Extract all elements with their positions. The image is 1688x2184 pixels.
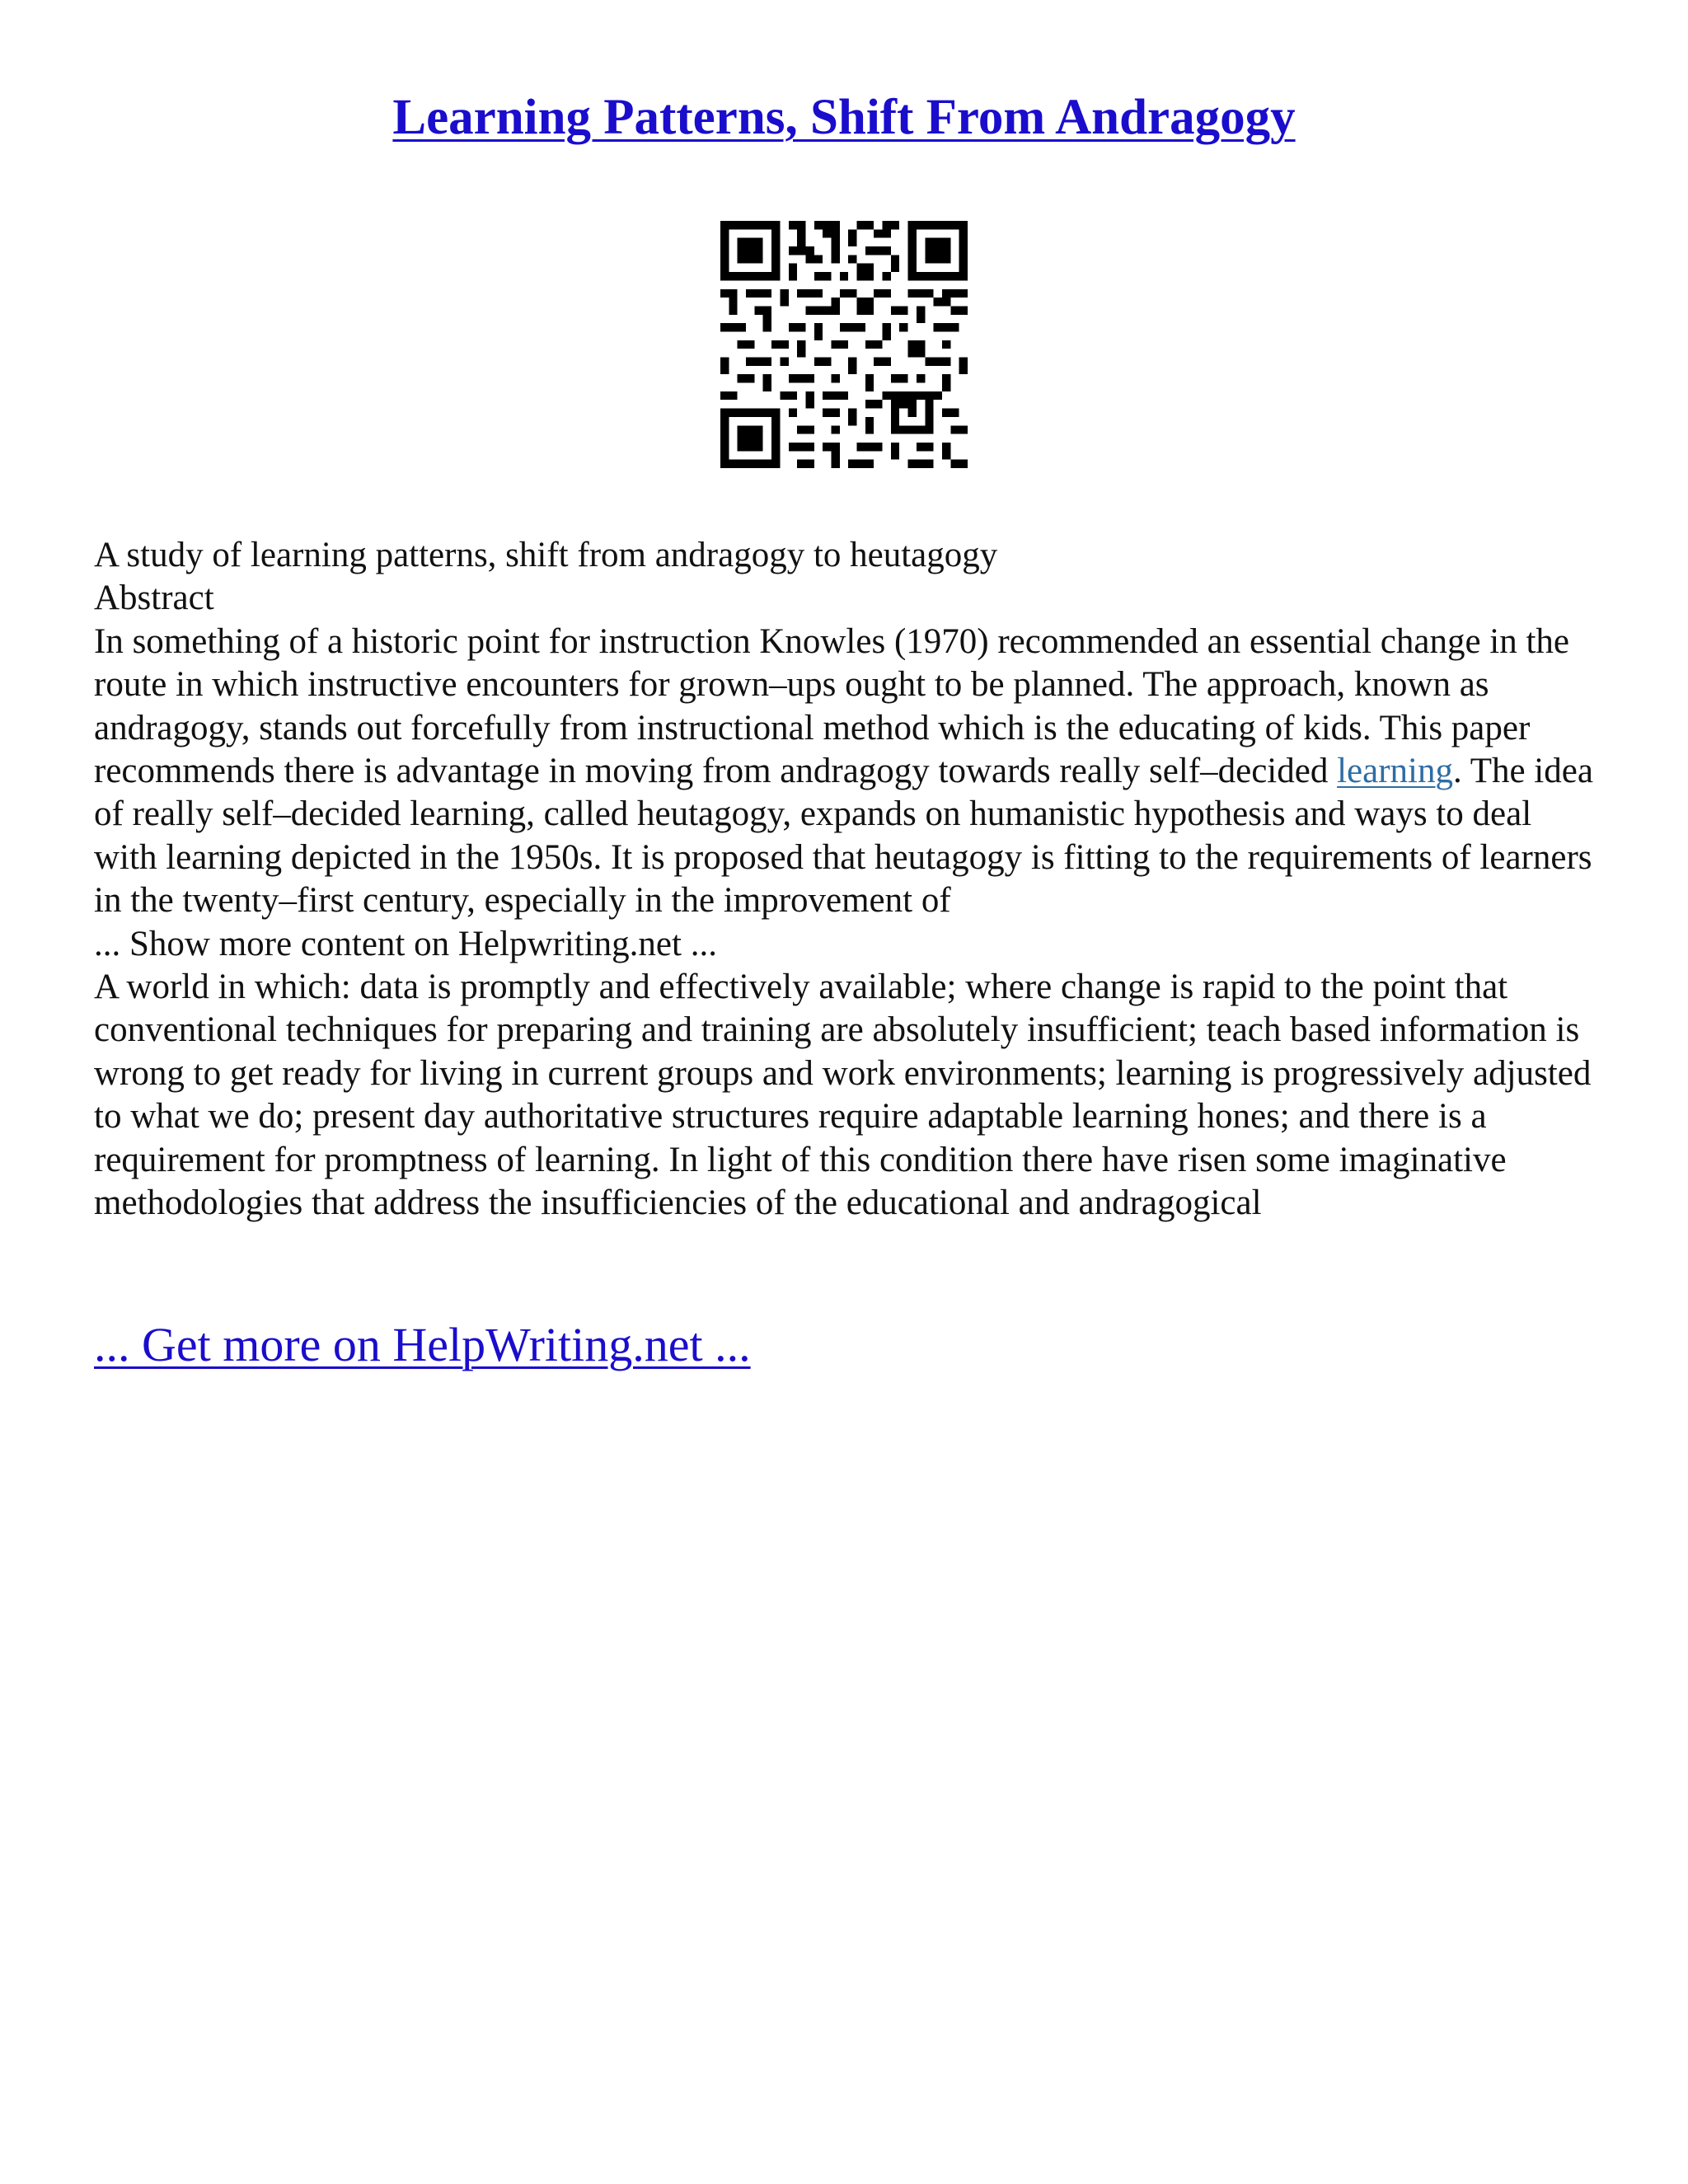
- abstract-paragraph: [94, 621, 1602, 923]
- subtitle: A study of learning patterns, shift from andragogy to heutagogy: [94, 536, 998, 574]
- show-more-text: ... Show more content on Helpwriting.net ...: [94, 924, 717, 963]
- get-more-container: [94, 1317, 751, 1372]
- get-more-link[interactable]: ... Get more on HelpWriting.net ...: [94, 1318, 751, 1371]
- learning-link[interactable]: learning: [1337, 752, 1453, 791]
- qr-code-icon: [720, 221, 968, 468]
- page-title-link[interactable]: Learning Patterns, Shift From Andragogy: [392, 90, 1296, 145]
- document-body: [94, 534, 1602, 1226]
- title-container: [0, 89, 1688, 147]
- abstract-heading: Abstract: [94, 579, 214, 618]
- paragraph1-text-after: . The idea of really self–decided learning, called heutagogy, expands on humanistic hypothesis and ways to deal with learning depicted in the 1950s. It is proposed that heutagogy is fitting to the requirements of learners in the twenty–first century, especially in the improvement of: [94, 752, 1593, 921]
- body-paragraph: A world in which: data is promptly and effectively available; where change is rapid to the point that conventional techniques for preparing and training are absolutely insufficient; teach based information is wrong to get ready for living in current groups and work environments; learning is progressively adjusted to what we do; present day authoritative structures require adaptable learning hones; and there is a requirement for promptness of learning. In light of this condition there have risen some imaginative methodologies that address the insufficiencies of the educational and andragogical: [94, 968, 1592, 1223]
- paragraph1-text-before: In something of a historic point for instruction Knowles (1970) recommended an essential change in the route in which instructive encounters for grown–ups ought to be planned. The approach, known as andragogy, stands out forcefully from instructional method which is the educating of kids. This paper recommends there is advantage in moving from andragogy towards really self–decided: [94, 621, 1570, 791]
